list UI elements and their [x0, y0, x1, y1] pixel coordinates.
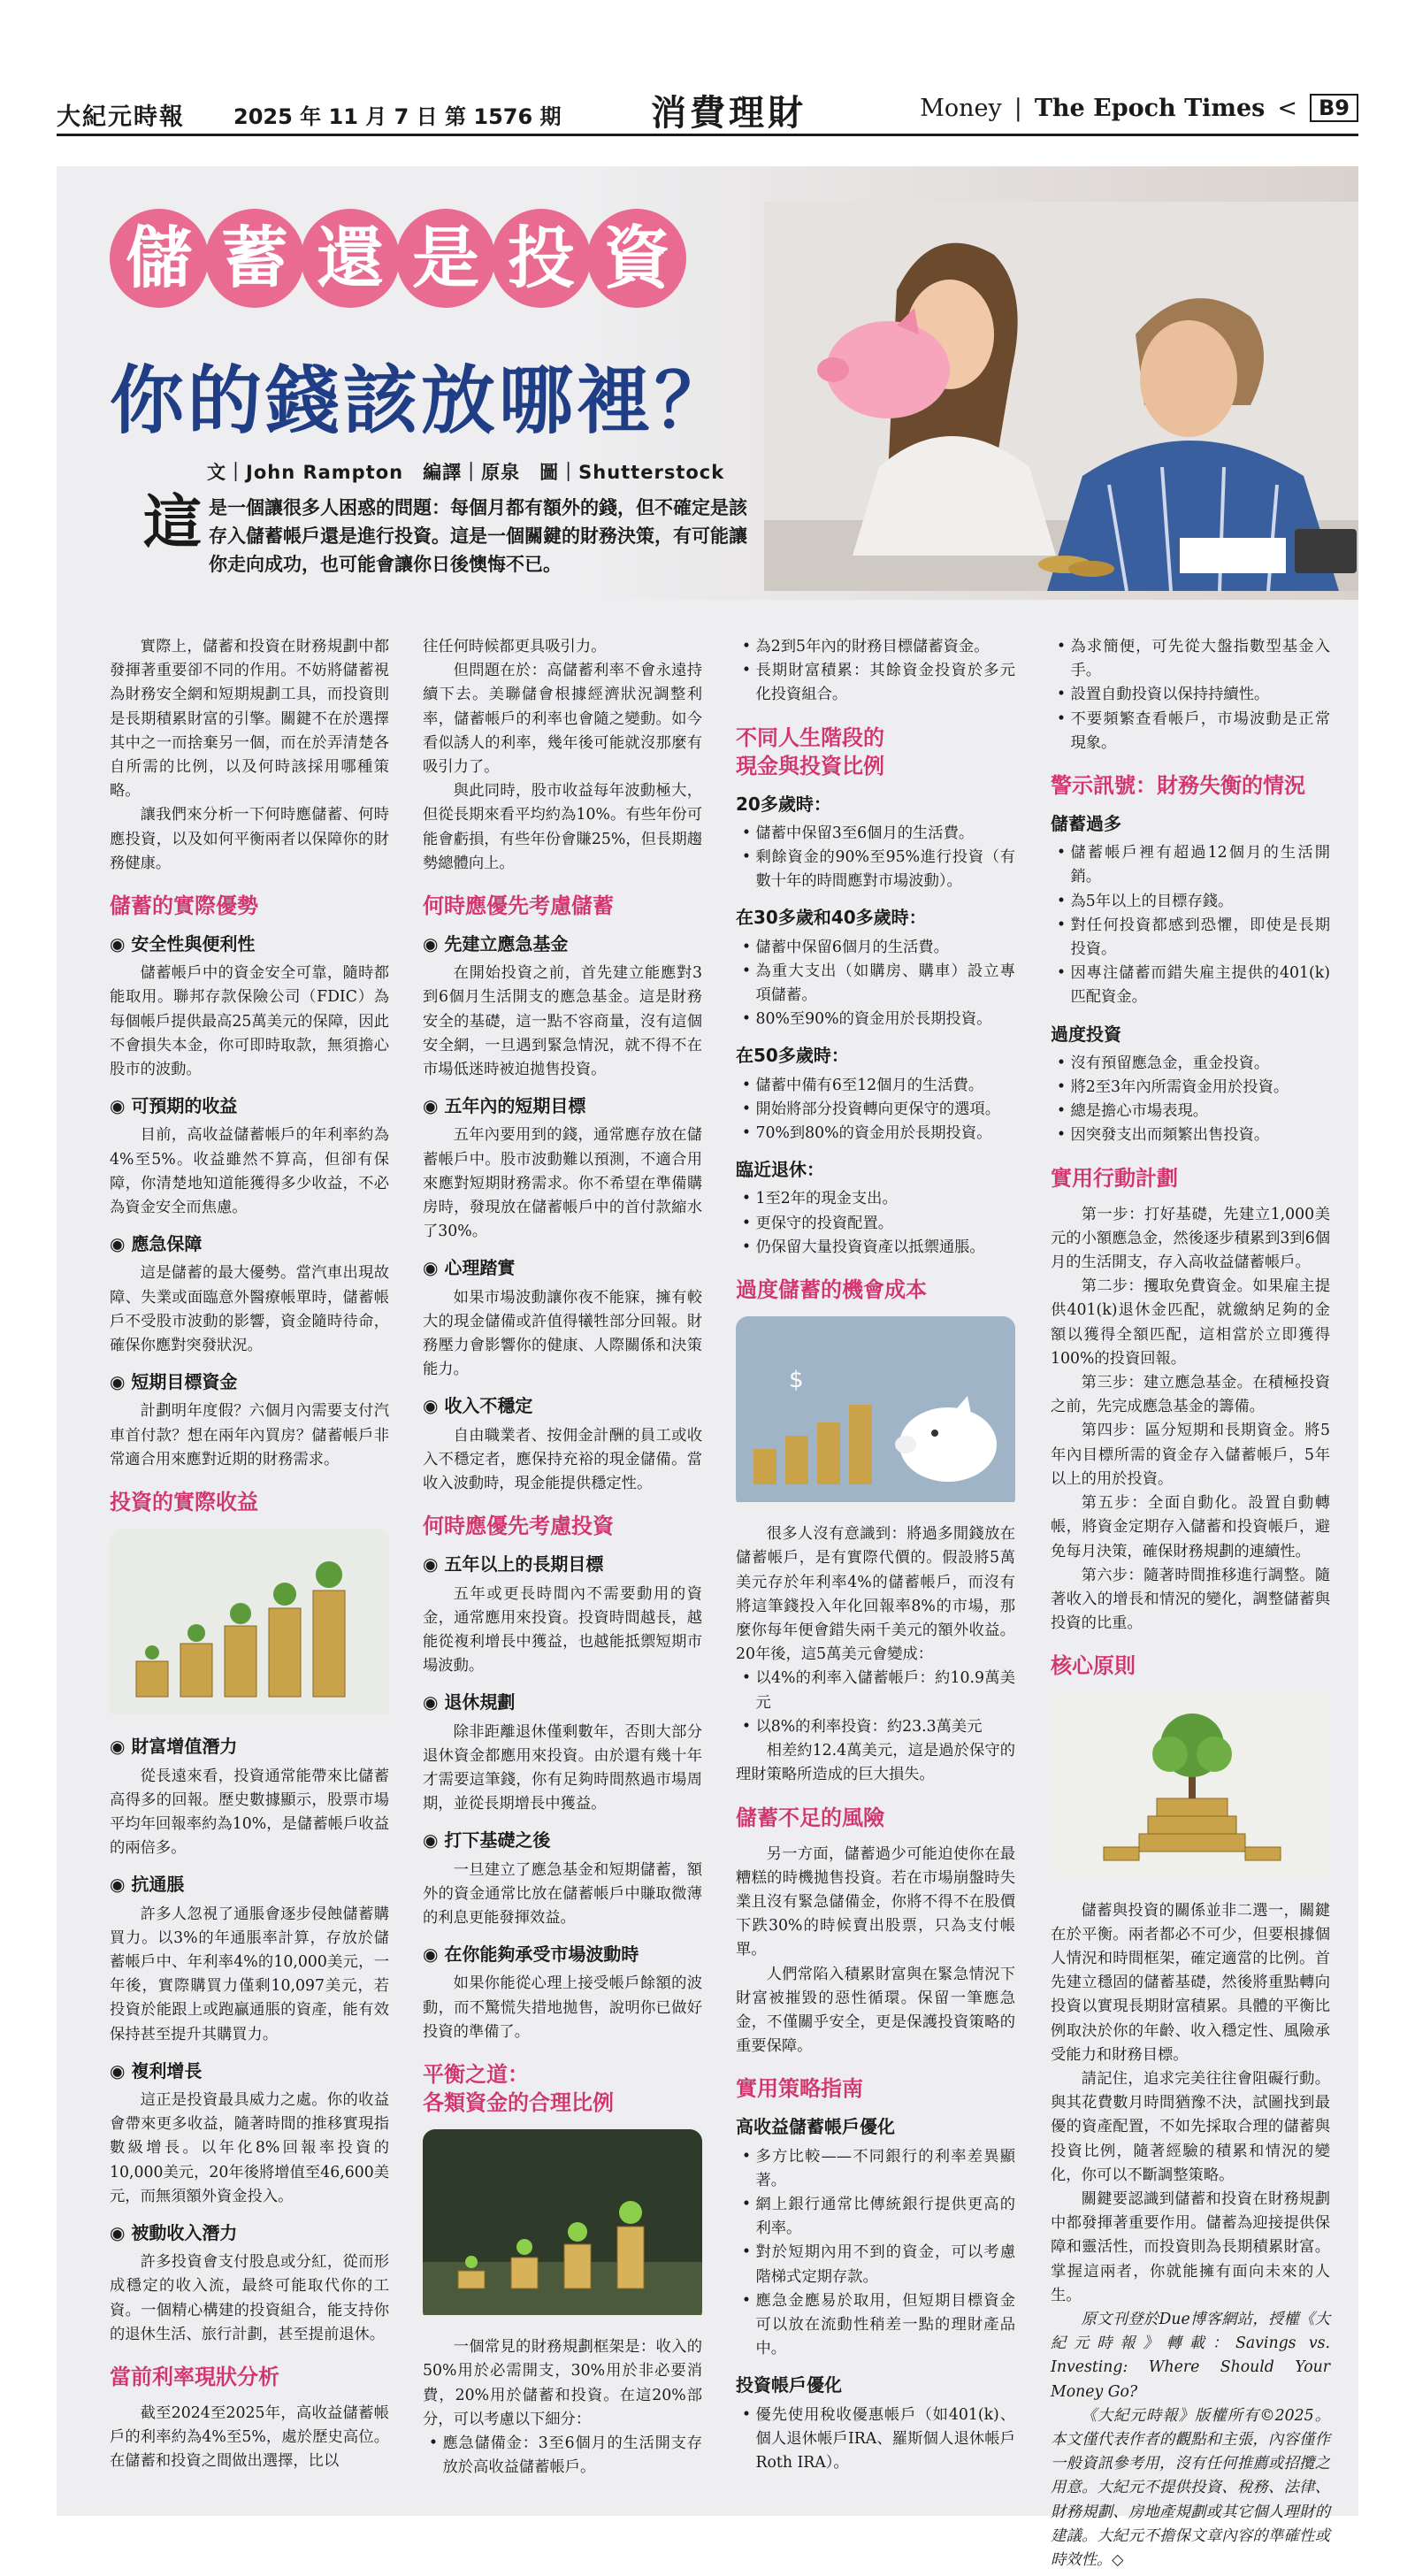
paragraph: 從長遠來看，投資通常能帶來比儲蓄高得多的回報。歷史數據顯示，股票市場平均年回報率約為10%，是儲蓄帳戶收益的兩倍多。 [110, 1767, 389, 1858]
paragraph: 請記住，追求完美往往會阻礙行動。與其花費數月時間猶豫不決，試圖找到最優的資產配置，不如先採取合理的儲蓄與投資比例，隨著經驗的積累和情況的變化，你可以不斷調整策略。 [1051, 2069, 1330, 2184]
newspaper-logo: 大紀元時報 [57, 104, 185, 131]
subheading: ◉ 五年以上的長期目標 [423, 1552, 702, 1576]
lead-paragraph [143, 488, 762, 579]
list-item: • 以8%的利率投資：約23.3萬美元 [755, 1715, 1015, 1739]
section-heading: 當前利率現狀分析 [110, 2364, 279, 2389]
bullet-list [736, 2404, 1015, 2476]
paragraph: 這是儲蓄的最大優勢。當汽車出現故障、失業或面臨意外醫療帳單時，儲蓄帳戶不受股市波動的影響，資金隨時待命，確保你應對突發狀況。 [110, 1264, 389, 1355]
divider: | [1013, 94, 1022, 122]
source-credit: 原文刊登於Due博客網站，授權《大紀元時報》轉載：Savings vs. Investing: Where Should Your Money Go? [1051, 2310, 1330, 2401]
section-heading: 平衡之道： 各類資金的合理比例 [423, 2061, 614, 2115]
subheading: ◉ 短期目標資金 [110, 1370, 389, 1394]
subheading: ◉ 打下基礎之後 [423, 1828, 702, 1852]
subheading: ◉ 安全性與便利性 [110, 932, 389, 956]
piggy-bank-illustration [736, 1316, 1015, 1502]
headline-line-1 [110, 209, 683, 308]
list-item: • 長期財富積累：其餘資金投資於多元化投資組合。 [755, 659, 1015, 707]
paragraph: 第三步：建立應急基金。在積極投資之前，先完成應急基金的籌備。 [1051, 1374, 1330, 1416]
paragraph: 這正是投資最具威力之處。你的收益會帶來更多收益，隨著時間的推移實現指數級增長。以年化8%回報率投資的10,000美元，20年後將增值至46,600美元，而無須額外資金投入。 [110, 2090, 389, 2205]
subheading: ◉ 在你能夠承受市場波動時 [423, 1943, 702, 1966]
list-item: • 以4%的利率入儲蓄帳戶：約10.9萬美元 [755, 1667, 1015, 1714]
allocation-list [736, 635, 1015, 708]
section-heading: 不同人生階段的 現金與投資比例 [736, 724, 884, 778]
paragraph: 第一步：打好基礎，先建立1,000美元的小額應急金，然後逐步積累到3到6個月的生活開支，存入高收益儲蓄帳戶。 [1051, 1205, 1330, 1272]
list-item: • 儲蓄帳戶裡有超過12個月的生活開銷。 [1070, 841, 1330, 889]
paragraph: 人們常陷入積累財富與在緊急情況下財富被摧毀的惡性循環。保留一筆應急金，不僅關乎安全，更是保護投資策略的重要保障。 [736, 1965, 1015, 2056]
headline-char: 儲 [110, 209, 209, 308]
list-item: • 因專注儲蓄而錯失雇主提供的401(k)匹配資金。 [1070, 962, 1330, 1009]
section-heading: 實用策略指南 [736, 2076, 863, 2102]
paragraph: 相差約12.4萬美元，這是過於保守的理財策略所造成的巨大損失。 [736, 1742, 1015, 1784]
paragraph: 一個常見的財務規劃框架是：收入的50%用於必需開支，30%用於非必要消費，20%用於儲蓄和投資。在這20%部分，可以考慮以下細分： [423, 2338, 702, 2428]
piggy-bank-photo [736, 1316, 1015, 1510]
masthead [57, 85, 1358, 136]
section-heading: 過度儲蓄的機會成本 [736, 1277, 927, 1303]
list-item: • 為重大支出（如購房、購車）設立專項儲蓄。 [755, 960, 1015, 1008]
paragraph: 儲蓄與投資的關係並非二選一，關鍵在於平衡。兩者都必不可少，但要根據個人情況和時間框架，確定適當的比例。首先建立穩固的儲蓄基礎，然後將重點轉向投資以實現長期財富積累。具體的平衡比例取決於你的年齡、收入穩定性、風險承受能力和財務目標。 [1051, 1901, 1330, 2064]
section-heading: 何時應優先考慮儲蓄 [423, 893, 614, 919]
paragraph: 但問題在於：高儲蓄利率不會永遠持續下去。美聯儲會根據經濟狀況調整利率，儲蓄帳戶的利率也會隨之變動。如今看似誘人的利率，幾年後可能就沒那麼有吸引力了。 [423, 662, 702, 777]
paragraph: 讓我們來分析一下何時應儲蓄、何時應投資，以及如何平衡兩者以保障你的財務健康。 [110, 806, 389, 872]
section-heading: 警示訊號：財務失衡的情況 [1051, 773, 1305, 799]
copyright-notice: 《大紀元時報》版權所有©2025。本文僅代表作者的觀點和主張，內容僅作一般資訊參考用，沒有任何推薦或招攬之用意。大紀元不提供投資、稅務、法律、財務規劃、房地產規劃或其它個人理財的建議。大紀元不擔保文章內容的準確性或時效性。◇ [1051, 2406, 1330, 2569]
headline-char: 還 [301, 209, 400, 308]
list-item: • 為5年以上的目標存錢。 [1070, 890, 1330, 914]
couple-piggy-bank-photo [764, 202, 1358, 591]
column-4 [1051, 635, 1330, 2572]
paragraph: 截至2024至2025年，高收益儲蓄帳戶的利率約為4%至5%，處於歷史高位。在儲蓄和投資之間做出選擇，比以 [110, 2404, 389, 2471]
paragraph: 一旦建立了應急基金和短期儲蓄，額外的資金通常比放在儲蓄帳戶中賺取微薄的利息更能發揮效益。 [423, 1860, 702, 1927]
list-item: • 仍保留大量投資資產以抵禦通脹。 [755, 1236, 1015, 1260]
headline-char: 是 [396, 209, 495, 308]
paragraph: 自由職業者、按佣金計酬的員工或收入不穩定者，應保持充裕的現金儲備。當收入波動時，現金能提供穩定性。 [423, 1426, 702, 1493]
subheading: ◉ 五年內的短期目標 [423, 1094, 702, 1118]
list-item: • 應急儲備金：3至6個月的生活開支存放於高收益儲蓄帳戶。 [442, 2432, 702, 2480]
plant-coins-photo [423, 2129, 702, 2323]
list-item: • 1至2年的現金支出。 [755, 1187, 1015, 1211]
list-item: • 更保守的投資配置。 [755, 1212, 1015, 1236]
hero-section [57, 166, 1358, 600]
bullet-list [1051, 841, 1330, 1009]
section-heading: 投資的實際收益 [110, 1490, 258, 1515]
list-item: • 剩餘資金的90%至95%進行投資（有數十年的時間應對市場波動）。 [755, 846, 1015, 893]
article-panel [57, 166, 1358, 2569]
paragraph: 第二步：攫取免費資金。如果雇主提供401(k)退休金匹配，就繳納足夠的金額以獲得全額匹配，這相當於立即獲得100%的投資回報。 [1051, 1277, 1330, 1368]
list-item: • 儲蓄中保留6個月的生活費。 [755, 936, 1015, 960]
list-item: • 儲蓄中保留3至6個月的生活費。 [755, 822, 1015, 846]
list-item: • 多方比較——不同銀行的利率差異顯著。 [755, 2145, 1015, 2193]
list-item: • 對於短期內用不到的資金，可以考慮階梯式定期存款。 [755, 2241, 1015, 2288]
column-1 [110, 635, 389, 2474]
paragraph: 許多投資會支付股息或分紅，從而形成穩定的收入流，最終可能取代你的工資。一個精心構建的投資組合，能支持你的退休生活、旅行計劃，甚至提前退休。 [110, 2253, 389, 2343]
issue-date: 2025 年 11 月 7 日 第 1576 期 [233, 104, 562, 129]
coin-stacks-illustration [110, 1529, 389, 1714]
list-item: • 70%到80%的資金用於長期投資。 [755, 1122, 1015, 1146]
bullet-list [1051, 635, 1330, 755]
list-item: • 為2到5年內的財務目標儲蓄資金。 [755, 635, 1015, 659]
section-heading: 核心原則 [1051, 1653, 1136, 1679]
byline: 文｜John Rampton 編譯｜原泉 圖｜Shutterstock [207, 462, 725, 483]
list-item: • 80%至90%的資金用於長期投資。 [755, 1008, 1015, 1031]
paragraph: 第五步：全面自動化。設置自動轉帳，將資金定期存入儲蓄和投資帳戶，避免每月決策，確保財務規劃的連續性。 [1051, 1494, 1330, 1560]
subheading: ◉ 退休規劃 [423, 1690, 702, 1714]
allocation-list [423, 2432, 702, 2480]
tree-coins-photo [1051, 1692, 1330, 1886]
subheading: 過度投資 [1051, 1023, 1121, 1045]
bullet-list [736, 1187, 1015, 1260]
headline-char: 蓄 [205, 209, 304, 308]
section-heading: 儲蓄不足的風險 [736, 1805, 884, 1830]
brand-name: The Epoch Times [1034, 94, 1266, 122]
paragraph: 另一方面，儲蓄過少可能迫使你在最糟糕的時機拋售投資。若在市場崩盤時失業且沒有緊急儲備金，你將不得不在股價下跌30%的時候賣出股票，只為支付帳單。 [736, 1844, 1015, 1959]
list-item: • 優先使用稅收優惠帳戶（如401(k)、個人退休帳戶IRA、羅斯個人退休帳戶Roth IRA）。 [755, 2404, 1015, 2476]
subheading: ◉ 先建立應急基金 [423, 932, 702, 956]
coin-stacks-photo [110, 1529, 389, 1722]
subheading: 投資帳戶優化 [736, 2374, 842, 2396]
bullet-list [736, 2145, 1015, 2362]
subheading: ◉ 複利增長 [110, 2059, 389, 2083]
list-item: • 應急金應易於取用，但短期目標資金可以放在流動性稍差一點的理財產品中。 [755, 2289, 1015, 2362]
lead-text: 是一個讓很多人困惑的問題：每個月都有額外的錢，但不確定是該存入儲蓄帳戶還是進行投資。這是一個關鍵的財務決策，有可能讓你走向成功，也可能會讓你日後懊悔不已。 [209, 497, 747, 575]
list-item: • 開始將部分投資轉向更保守的選項。 [755, 1098, 1015, 1122]
list-item: • 總是擔心市場表現。 [1070, 1100, 1330, 1123]
bullet-list [1051, 1052, 1330, 1148]
headline-line-2: 你的錢該放哪裡？ [110, 357, 733, 444]
subheading: ◉ 收入不穩定 [423, 1394, 702, 1418]
subheading: 臨近退休： [736, 1159, 824, 1181]
subheading: 在30多歲和40多歲時： [736, 907, 927, 929]
section-heading: 實用行動計劃 [1051, 1165, 1178, 1191]
article-columns [110, 635, 1330, 2569]
list-item: • 不要頻繁查看帳戶，市場波動是正常現象。 [1070, 708, 1330, 755]
list-item: • 儲蓄中備有6至12個月的生活費。 [755, 1074, 1015, 1098]
masthead-rule [57, 134, 1358, 136]
subheading: 儲蓄過多 [1051, 813, 1121, 835]
paragraph: 實際上，儲蓄和投資在財務規劃中都發揮著重要卻不同的作用。不妨將儲蓄視為財務安全網和短期規劃工具，而投資則是長期積累財富的引擎。關鍵不在於選擇其中之一而捨棄另一個，而在於弄清楚各自所需的比例，以及何時該採用哪種策略。 [110, 638, 389, 801]
list-item: • 對任何投資都感到恐懼，即使是長期投資。 [1070, 914, 1330, 962]
paragraph: 計劃明年度假？六個月內需要支付汽車首付款？想在兩年內買房？儲蓄帳戶非常適合用來應對近期的財務需求。 [110, 1402, 389, 1468]
subheading: ◉ 應急保障 [110, 1232, 389, 1256]
section-title: 消費理財 [651, 93, 807, 134]
drop-cap: 這 [143, 488, 202, 556]
subheading: 20多歲時： [736, 793, 831, 815]
paragraph: 與此同時，股市收益每年波動極大，但從長期來看平均約為10%。有些年份可能會虧損，有些年份會賺25%，但長期趨勢總體向上。 [423, 782, 702, 872]
paragraph: 很多人沒有意識到：將過多閒錢放在儲蓄帳戶，是有實際代價的。假設將5萬美元存於年利率4%的儲蓄帳戶，而沒有將這筆錢投入年化回報率8%的市場，那麼你每年便會錯失兩千美元的額外收益。20年後，這5萬美元會變成： [736, 1525, 1015, 1664]
paragraph: 第四步：區分短期和長期資金。將5年內目標所需的資金存入儲蓄帳戶，5年以上的用於投資。 [1051, 1422, 1330, 1488]
paragraph: 往任何時候都更具吸引力。 [423, 638, 607, 656]
bullet-list [736, 1667, 1015, 1739]
paragraph: 儲蓄帳戶中的資金安全可靠，隨時都能取用。聯邦存款保險公司（FDIC）為每個帳戶提供最高25萬美元的保障，因此不會損失本金，你可即時取款，無須擔心股市的波動。 [110, 964, 389, 1079]
list-item: • 為求簡便，可先從大盤指數型基金入手。 [1070, 635, 1330, 683]
paragraph: 如果市場波動讓你夜不能寐，擁有較大的現金儲備或許值得犧牲部分回報。財務壓力會影響你的健康、人際關係和決策能力。 [423, 1288, 702, 1379]
subheading: ◉ 抗通脹 [110, 1873, 389, 1897]
list-item: • 因突發支出而頻繁出售投資。 [1070, 1123, 1330, 1147]
masthead-right [920, 94, 1358, 122]
paragraph: 除非距離退休僅剩數年，否則大部分退休資金都應用來投資。由於還有幾十年才需要這筆錢，你有足夠時間熬過市場周期，並從長期增長中獲益。 [423, 1722, 702, 1813]
subheading: ◉ 心理踏實 [423, 1256, 702, 1280]
column-2 [423, 635, 702, 2480]
subheading: ◉ 被動收入潛力 [110, 2221, 389, 2245]
section-heading: 何時應優先考慮投資 [423, 1514, 614, 1539]
section-english: Money [920, 94, 1002, 122]
paragraph: 如果你能從心理上接受帳戶餘額的波動，而不驚慌失措地拋售，說明你已做好投資的準備了。 [423, 1974, 702, 2041]
list-item: • 網上銀行通常比傳統銀行提供更高的利率。 [755, 2193, 1015, 2241]
page-number: B9 [1310, 94, 1358, 122]
plant-coins-illustration [423, 2129, 702, 2315]
subheading: ◉ 財富增值潛力 [110, 1735, 389, 1759]
subheading: ◉ 可預期的收益 [110, 1094, 389, 1118]
bullet-list [736, 936, 1015, 1032]
tree-coins-illustration [1051, 1692, 1330, 1878]
paragraph: 在開始投資之前，首先建立能應對3到6個月生活開支的應急基金。這是財務安全的基礎，這一點不容商量，沒有這個安全網，一旦遇到緊急情況，就不得不在市場低迷時被迫拋售投資。 [423, 964, 702, 1079]
chevron-left-icon: < [1277, 94, 1297, 122]
section-heading: 儲蓄的實際優勢 [110, 893, 258, 919]
subheading: 高收益儲蓄帳戶優化 [736, 2116, 895, 2138]
paragraph: 許多人忽視了通脹會逐步侵蝕儲蓄購買力。以3%的年通脹率計算，存放於儲蓄帳戶中、年利率4%的10,000美元，一年後，實際購買力僅剩10,097美元，若投資於能跟上或跑贏通脹的資產，能有效保持甚至提升其購買力。 [110, 1905, 389, 2043]
bullet-list [736, 1074, 1015, 1146]
headline-char: 資 [587, 209, 686, 308]
subheading: 在50多歲時： [736, 1045, 849, 1067]
bullet-list [736, 822, 1015, 894]
paragraph: 第六步：隨著時間推移進行調整。隨著收入的增長和情況的變化，調整儲蓄與投資的比重。 [1051, 1566, 1330, 1633]
svg-text:$: $ [789, 1367, 804, 1394]
headline-char: 投 [492, 209, 591, 308]
paragraph: 關鍵要認識到儲蓄和投資在財務規劃中都發揮著重要作用。儲蓄為迎接提供保障和靈活性，而投資則為長期積累財富。掌握這兩者，你就能擁有面向未來的人生。 [1051, 2189, 1330, 2304]
list-item: • 設置自動投資以保持持續性。 [1070, 683, 1330, 707]
paragraph: 目前，高收益儲蓄帳戶的年利率約為4%至5%。收益雖然不算高，但卻有保障，你清楚地知道能獲得多少收益，不必為資金安全而焦慮。 [110, 1126, 389, 1217]
list-item: • 將2至3年內所需資金用於投資。 [1070, 1076, 1330, 1100]
column-3 [736, 635, 1015, 2475]
list-item: • 沒有預留應急金，重金投資。 [1070, 1052, 1330, 1076]
paragraph: 五年或更長時間內不需要動用的資金，通常應用來投資。投資時間越長，越能從複利增長中獲益，也越能抵禦短期市場波動。 [423, 1584, 702, 1675]
paragraph: 五年內要用到的錢，通常應存放在儲蓄帳戶中。股市波動難以預測，不適合用來應對短期財務需求。你不希望在準備購房時，發現放在儲蓄帳戶中的首付款縮水了30%。 [423, 1126, 702, 1241]
